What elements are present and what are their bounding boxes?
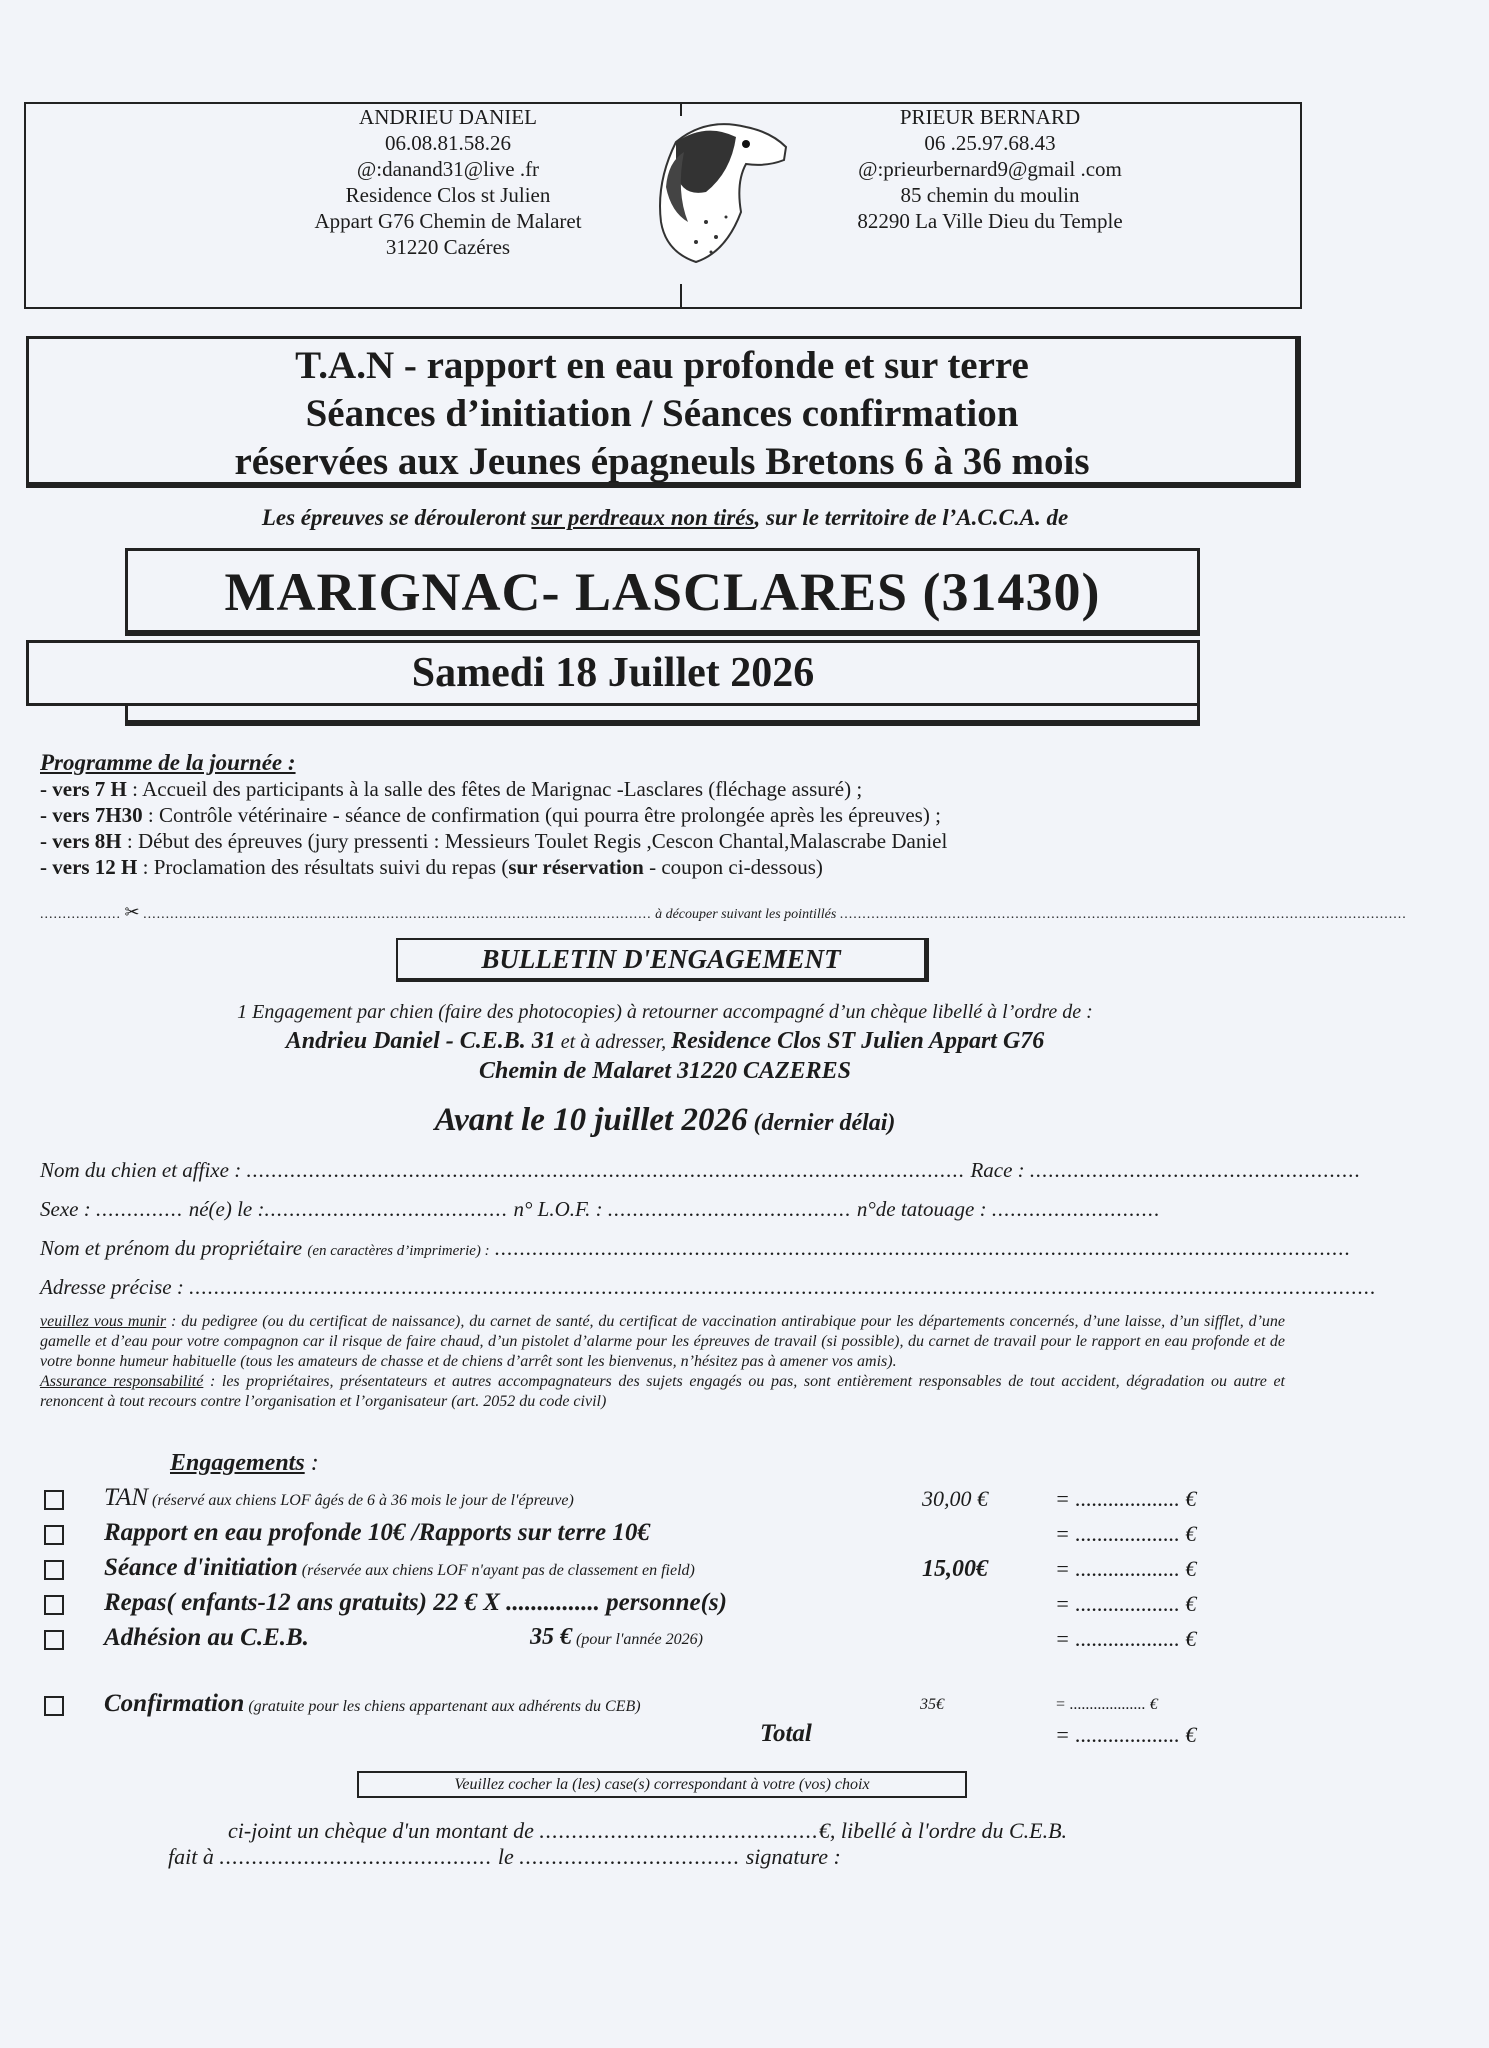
checkbox[interactable] — [44, 1490, 64, 1510]
dog-name-field[interactable]: Nom du chien et affixe : ................................................................................................................... Race : ..................................................... — [40, 1158, 1362, 1182]
check-notice: Veuillez cocher la (les) case(s) correspondant à votre (vos) choix — [454, 1776, 870, 1793]
cut-line: .................. ✂ ................................................................................................................. à découper suivant les pointillés .............................................................................................................................. — [40, 902, 1407, 922]
contact-address: Residence Clos st Julien — [345, 183, 551, 207]
insurance-label: Assurance responsabilité — [40, 1373, 204, 1390]
amount-field[interactable]: = ................... € — [1055, 1556, 1197, 1581]
note: (réservé aux chiens LOF âgés de 6 à 36 mois le jour de l'épreuve) — [148, 1492, 574, 1509]
date-box — [26, 640, 1200, 706]
note: (gratuite pour les chiens appartenant aux adhérents du CEB) — [244, 1698, 641, 1715]
cheque-payee: €, libellé à l'ordre du C.E.B. — [818, 1818, 1068, 1843]
field-label: Adresse précise : — [40, 1275, 184, 1299]
time: - vers 12 H — [40, 855, 138, 879]
row-label: Rapport en eau profonde 10€ /Rapports sur terre 10€ — [104, 1519, 650, 1546]
price: 15,00€ — [922, 1556, 988, 1582]
contact-address: Appart G76 Chemin de Malaret — [314, 209, 582, 233]
programme-heading: Programme de la journée : — [40, 750, 296, 775]
signature-line[interactable]: fait à .......................................... le .................................. signature : — [168, 1844, 841, 1869]
intro-after: , sur le territoire de l’A.C.C.A. de — [754, 505, 1069, 530]
note: (pour l'année 2026) — [572, 1631, 703, 1648]
bulletin-title-box — [396, 938, 929, 982]
total-amount-field[interactable]: = ................... € — [1055, 1722, 1197, 1747]
address-field[interactable]: Adresse précise : .............................................................................................................................................................................................. — [40, 1275, 1377, 1299]
amount-field[interactable]: = ................... € — [1055, 1486, 1197, 1511]
checkbox[interactable] — [44, 1696, 64, 1716]
contact-name: PRIEUR BERNARD — [899, 105, 1081, 129]
programme-item — [40, 854, 947, 880]
price: 35€ — [920, 1696, 944, 1713]
owner-field[interactable]: Nom et prénom du propriétaire (en caractères d’imprimerie) : ......................................................................................................................................... — [40, 1236, 1352, 1260]
payee: Andrieu Daniel - C.E.B. 31 — [285, 1028, 556, 1054]
signature-label: signature : — [745, 1844, 841, 1869]
intro-text — [0, 505, 1330, 531]
title-line: réservées aux Jeunes épagneuls Bretons 6 à 36 mois — [234, 440, 1090, 483]
notes-label: veuillez vous munir — [40, 1313, 167, 1330]
checkbox[interactable] — [44, 1595, 64, 1615]
field-label: Race : — [970, 1158, 1025, 1182]
bulletin-instructions — [0, 998, 1330, 1086]
field-label: Nom du chien et affixe : — [40, 1158, 242, 1182]
contact-andrieu — [238, 104, 658, 260]
location-box — [125, 548, 1200, 636]
title-box — [26, 336, 1301, 488]
divider — [680, 284, 682, 309]
heading: Engagements — [170, 1450, 305, 1476]
row-label — [104, 1554, 695, 1582]
instruction-text: et à adresser, — [555, 1031, 672, 1053]
title-line: T.A.N - rapport en eau profonde et sur terre — [295, 344, 1029, 387]
contact-city: 31220 Cazéres — [385, 235, 511, 259]
desc-bold: sur réservation — [508, 855, 644, 879]
total-label: Total — [760, 1720, 812, 1747]
intro-underlined: sur perdreaux non tirés — [531, 505, 755, 530]
label: TAN — [104, 1484, 148, 1511]
checkbox[interactable] — [44, 1560, 64, 1580]
price: 35 € — [530, 1624, 572, 1650]
checkbox[interactable] — [44, 1525, 64, 1545]
amount-field[interactable]: = ................... € — [1055, 1696, 1158, 1713]
field-label: Sexe : — [40, 1197, 91, 1221]
address: Residence Clos ST Julien Appart G76 — [671, 1028, 1045, 1054]
contact-prieur — [780, 104, 1200, 234]
field-label: n° L.O.F. : — [513, 1197, 603, 1221]
contact-name: ANDRIEU DANIEL — [359, 105, 537, 129]
deadline-note: (dernier délai) — [747, 1110, 896, 1136]
field-label: n°de tatouage : — [856, 1197, 987, 1221]
instruction-line: 1 Engagement par chien (faire des photocopies) à retourner accompagné d’un chèque libellé à l’ordre de : — [237, 1001, 1093, 1023]
address: Chemin de Malaret 31220 CAZERES — [478, 1058, 852, 1084]
time: - vers 7 H — [40, 777, 127, 801]
desc: : Début des épreuves (jury pressenti : Messieurs Toulet Regis ,Cescon Chantal,Malascrabe Daniel — [121, 829, 948, 853]
engagement-row-initiation — [40, 1554, 1230, 1588]
programme-item — [40, 776, 947, 802]
field-label: Nom et prénom du propriétaire — [40, 1236, 303, 1260]
time: - vers 8H — [40, 829, 122, 853]
contact-email: @:danand31@live .fr — [356, 157, 540, 181]
check-notice-box — [357, 1771, 967, 1798]
desc: : Contrôle vétérinaire - séance de confirmation (qui pourra être prolongée après les épreuves) ; — [142, 803, 941, 827]
event-date: Samedi 18 Juillet 2026 — [411, 650, 815, 696]
field-label: né(e) le : — [188, 1197, 265, 1221]
cheque-label: ci-joint un chèque d'un montant de — [228, 1818, 534, 1843]
insurance-text: : les propriétaires, présentateurs et autres accompagnateurs des sujets engagés ou pas, sont entièrement responsables de tout accident, dégradation ou autre et renoncent à tout recours contre l’organisation et l’organisateur (art. 2052 du code civil) — [40, 1373, 1286, 1410]
title-line: Séances d’initiation / Séances confirmation — [305, 392, 1019, 435]
identity-fields[interactable]: Sexe : .............. né(e) le :....................................... n° L.O.F. : ....................................... n°de tatouage : ........................... — [40, 1197, 1161, 1221]
cheque-line[interactable]: ci-joint un chèque d'un montant de ...........................................€, libellé à l'ordre du C.E.B. — [228, 1818, 1068, 1843]
row-label: Adhésion au C.E.B. — [104, 1624, 309, 1651]
amount-field[interactable]: = ................... € — [1055, 1521, 1197, 1546]
notes-text: : du pedigree (ou du certificat de naissance), du carnet de santé, du certificat de vaccination antirabique pour les départements concernés, d’une laisse, d’un sifflet, d’une gamelle et d’eau pour votre compagnon car il risque de faire chaud, d’un pistolet d’alarme pour les épreuves de travail (si possible), du carnet de travail pour le rapport en eau profonde et de votre bonne humeur habituelle (tous les amateurs de chasse et de chiens d’arrêt sont les bienvenus, n’hésitez pas à amener vos amis). — [40, 1313, 1286, 1370]
contact-email: @:prieurbernard9@gmail .com — [858, 157, 1122, 181]
row-label — [104, 1690, 641, 1718]
date-label: le — [497, 1844, 514, 1869]
equipment-notes — [40, 1312, 1285, 1412]
contact-phone: 06.08.81.58.26 — [385, 131, 511, 155]
desc: : Accueil des participants à la salle des fêtes de Marignac -Lasclares (fléchage assuré) ; — [126, 777, 863, 801]
scissors-icon: ✂ — [124, 902, 140, 922]
colon: : — [304, 1450, 319, 1476]
place-label: fait à — [168, 1844, 214, 1869]
desc: - coupon ci-dessous) — [643, 855, 823, 879]
row-label — [104, 1484, 574, 1512]
programme-item — [40, 828, 947, 854]
engagement-row-rapport — [40, 1519, 1230, 1553]
note: (réservée aux chiens LOF n'ayant pas de classement en field) — [297, 1562, 695, 1579]
programme — [40, 750, 947, 880]
engagement-row-adhesion — [40, 1624, 1230, 1658]
contact-city: 82290 La Ville Dieu du Temple — [857, 209, 1123, 233]
membership-price — [530, 1624, 703, 1651]
dog-head-logo — [636, 112, 796, 272]
cut-line-label: à découper suivant les pointillés — [655, 907, 837, 922]
row-label: Repas( enfants-12 ans gratuits) 22 € X ............... personne(s) — [104, 1589, 727, 1616]
amount-field[interactable]: = ................... € — [1055, 1626, 1197, 1651]
contact-phone: 06 .25.97.68.43 — [924, 131, 1056, 155]
checkbox[interactable] — [44, 1630, 64, 1650]
deadline — [0, 1102, 1330, 1139]
location: MARIGNAC- LASCLARES (31430) — [224, 562, 1101, 622]
deadline-date: Avant le 10 juillet 2026 — [434, 1102, 748, 1138]
instruction-line — [0, 1027, 1330, 1057]
engagement-row-repas — [40, 1589, 1230, 1623]
label: Séance d'initiation — [104, 1554, 298, 1581]
engagement-row-confirmation — [40, 1690, 1230, 1724]
bulletin-title: BULLETIN D'ENGAGEMENT — [481, 944, 841, 974]
intro-before: Les épreuves se dérouleront — [261, 505, 532, 530]
engagement-row-tan — [40, 1484, 1230, 1518]
date-box-shadow — [125, 706, 1200, 726]
time: - vers 7H30 — [40, 803, 143, 827]
amount-field[interactable]: = ................... € — [1055, 1591, 1197, 1616]
programme-item — [40, 802, 947, 828]
price: 30,00 € — [922, 1486, 988, 1511]
label: Confirmation — [104, 1690, 245, 1717]
field-note: (en caractères d’imprimerie) : — [307, 1243, 490, 1259]
total-row — [40, 1720, 1230, 1754]
engagements-heading — [170, 1450, 319, 1477]
desc: : Proclamation des résultats suivi du repas ( — [137, 855, 509, 879]
contact-address: 85 chemin du moulin — [900, 183, 1080, 207]
